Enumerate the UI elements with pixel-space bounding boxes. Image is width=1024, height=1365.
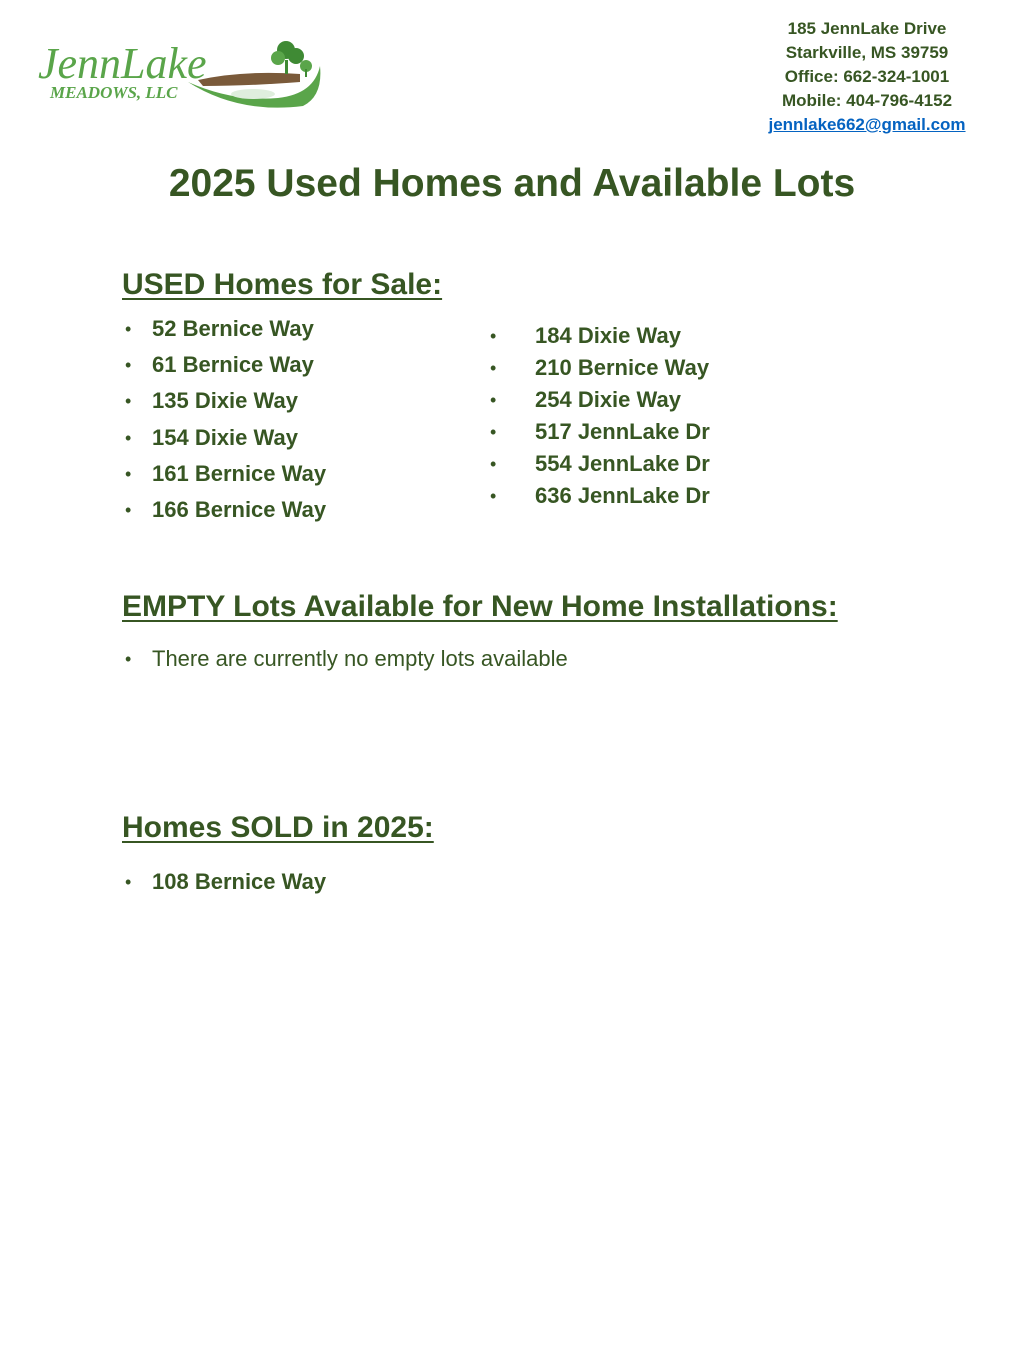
- list-item: [490, 448, 710, 480]
- contact-email-link[interactable]: jennlake662@gmail.com: [768, 115, 966, 134]
- list-item-label: 135 Dixie Way: [152, 388, 298, 414]
- bullet-icon: •: [490, 358, 497, 378]
- list-item: [490, 416, 710, 448]
- used-homes-list-left: [122, 313, 326, 530]
- logo-brand-text: JennLake: [38, 39, 207, 88]
- list-item: [122, 385, 326, 421]
- bullet-icon: •: [125, 391, 132, 412]
- list-item: [490, 320, 710, 352]
- list-item: [122, 422, 326, 458]
- contact-city: Starkville, MS 39759: [785, 43, 949, 62]
- page-title: 2025 Used Homes and Available Lots: [168, 162, 856, 205]
- sold-homes-list: [122, 866, 326, 898]
- empty-lots-list: [122, 643, 568, 675]
- used-homes-list-right: [490, 320, 710, 512]
- list-item-label: 52 Bernice Way: [152, 316, 314, 341]
- bullet-icon: •: [125, 319, 132, 339]
- used-homes-heading: USED Homes for Sale:: [122, 268, 443, 301]
- list-item: [122, 458, 326, 494]
- list-item-label: 108 Bernice Way: [152, 869, 327, 894]
- bullet-icon: •: [490, 422, 497, 442]
- list-item: [122, 643, 568, 675]
- bullet-icon: •: [490, 454, 497, 474]
- list-item-label: 154 Dixie Way: [152, 424, 298, 450]
- empty-lots-heading: EMPTY Lots Available for New Home Installations:: [122, 590, 838, 623]
- bullet-icon: •: [125, 355, 132, 376]
- bullet-icon: •: [125, 463, 132, 484]
- list-item: [122, 866, 326, 898]
- contact-street: 185 JennLake Drive: [787, 19, 947, 38]
- contact-office-phone: Office: 662-324-1001: [784, 67, 950, 86]
- list-item-label: 61 Bernice Way: [152, 352, 314, 378]
- list-item-label: 517 JennLake Dr: [535, 419, 710, 444]
- bullet-icon: •: [490, 390, 497, 410]
- list-item-label: 210 Bernice Way: [535, 355, 710, 380]
- list-item: [122, 349, 326, 385]
- jennlake-logo-graphic: [38, 36, 323, 114]
- bullet-icon: •: [490, 326, 497, 346]
- list-item: [122, 313, 326, 349]
- list-item-label: There are currently no empty lots available: [152, 646, 568, 671]
- list-item: [490, 480, 710, 512]
- bullet-icon: •: [125, 649, 132, 669]
- list-item-label: 184 Dixie Way: [535, 323, 681, 348]
- contact-mobile-phone: Mobile: 404-796-4152: [781, 91, 953, 110]
- list-item: [490, 352, 710, 384]
- list-item-label: 254 Dixie Way: [535, 387, 681, 412]
- bullet-icon: •: [125, 872, 132, 892]
- list-item: [490, 384, 710, 416]
- company-logo: [38, 36, 323, 114]
- list-item-label: 636 JennLake Dr: [535, 483, 710, 508]
- list-item-label: 161 Bernice Way: [152, 460, 327, 486]
- bullet-icon: •: [125, 499, 132, 520]
- list-item: [122, 494, 326, 530]
- list-item-label: 166 Bernice Way: [152, 496, 327, 522]
- contact-info: [752, 17, 982, 137]
- bullet-icon: •: [125, 427, 132, 448]
- list-item-label: 554 JennLake Dr: [535, 451, 710, 476]
- sold-homes-heading: Homes SOLD in 2025:: [122, 811, 434, 844]
- bullet-icon: •: [490, 486, 497, 506]
- logo-sub-text: MEADOWS, LLC: [50, 83, 178, 102]
